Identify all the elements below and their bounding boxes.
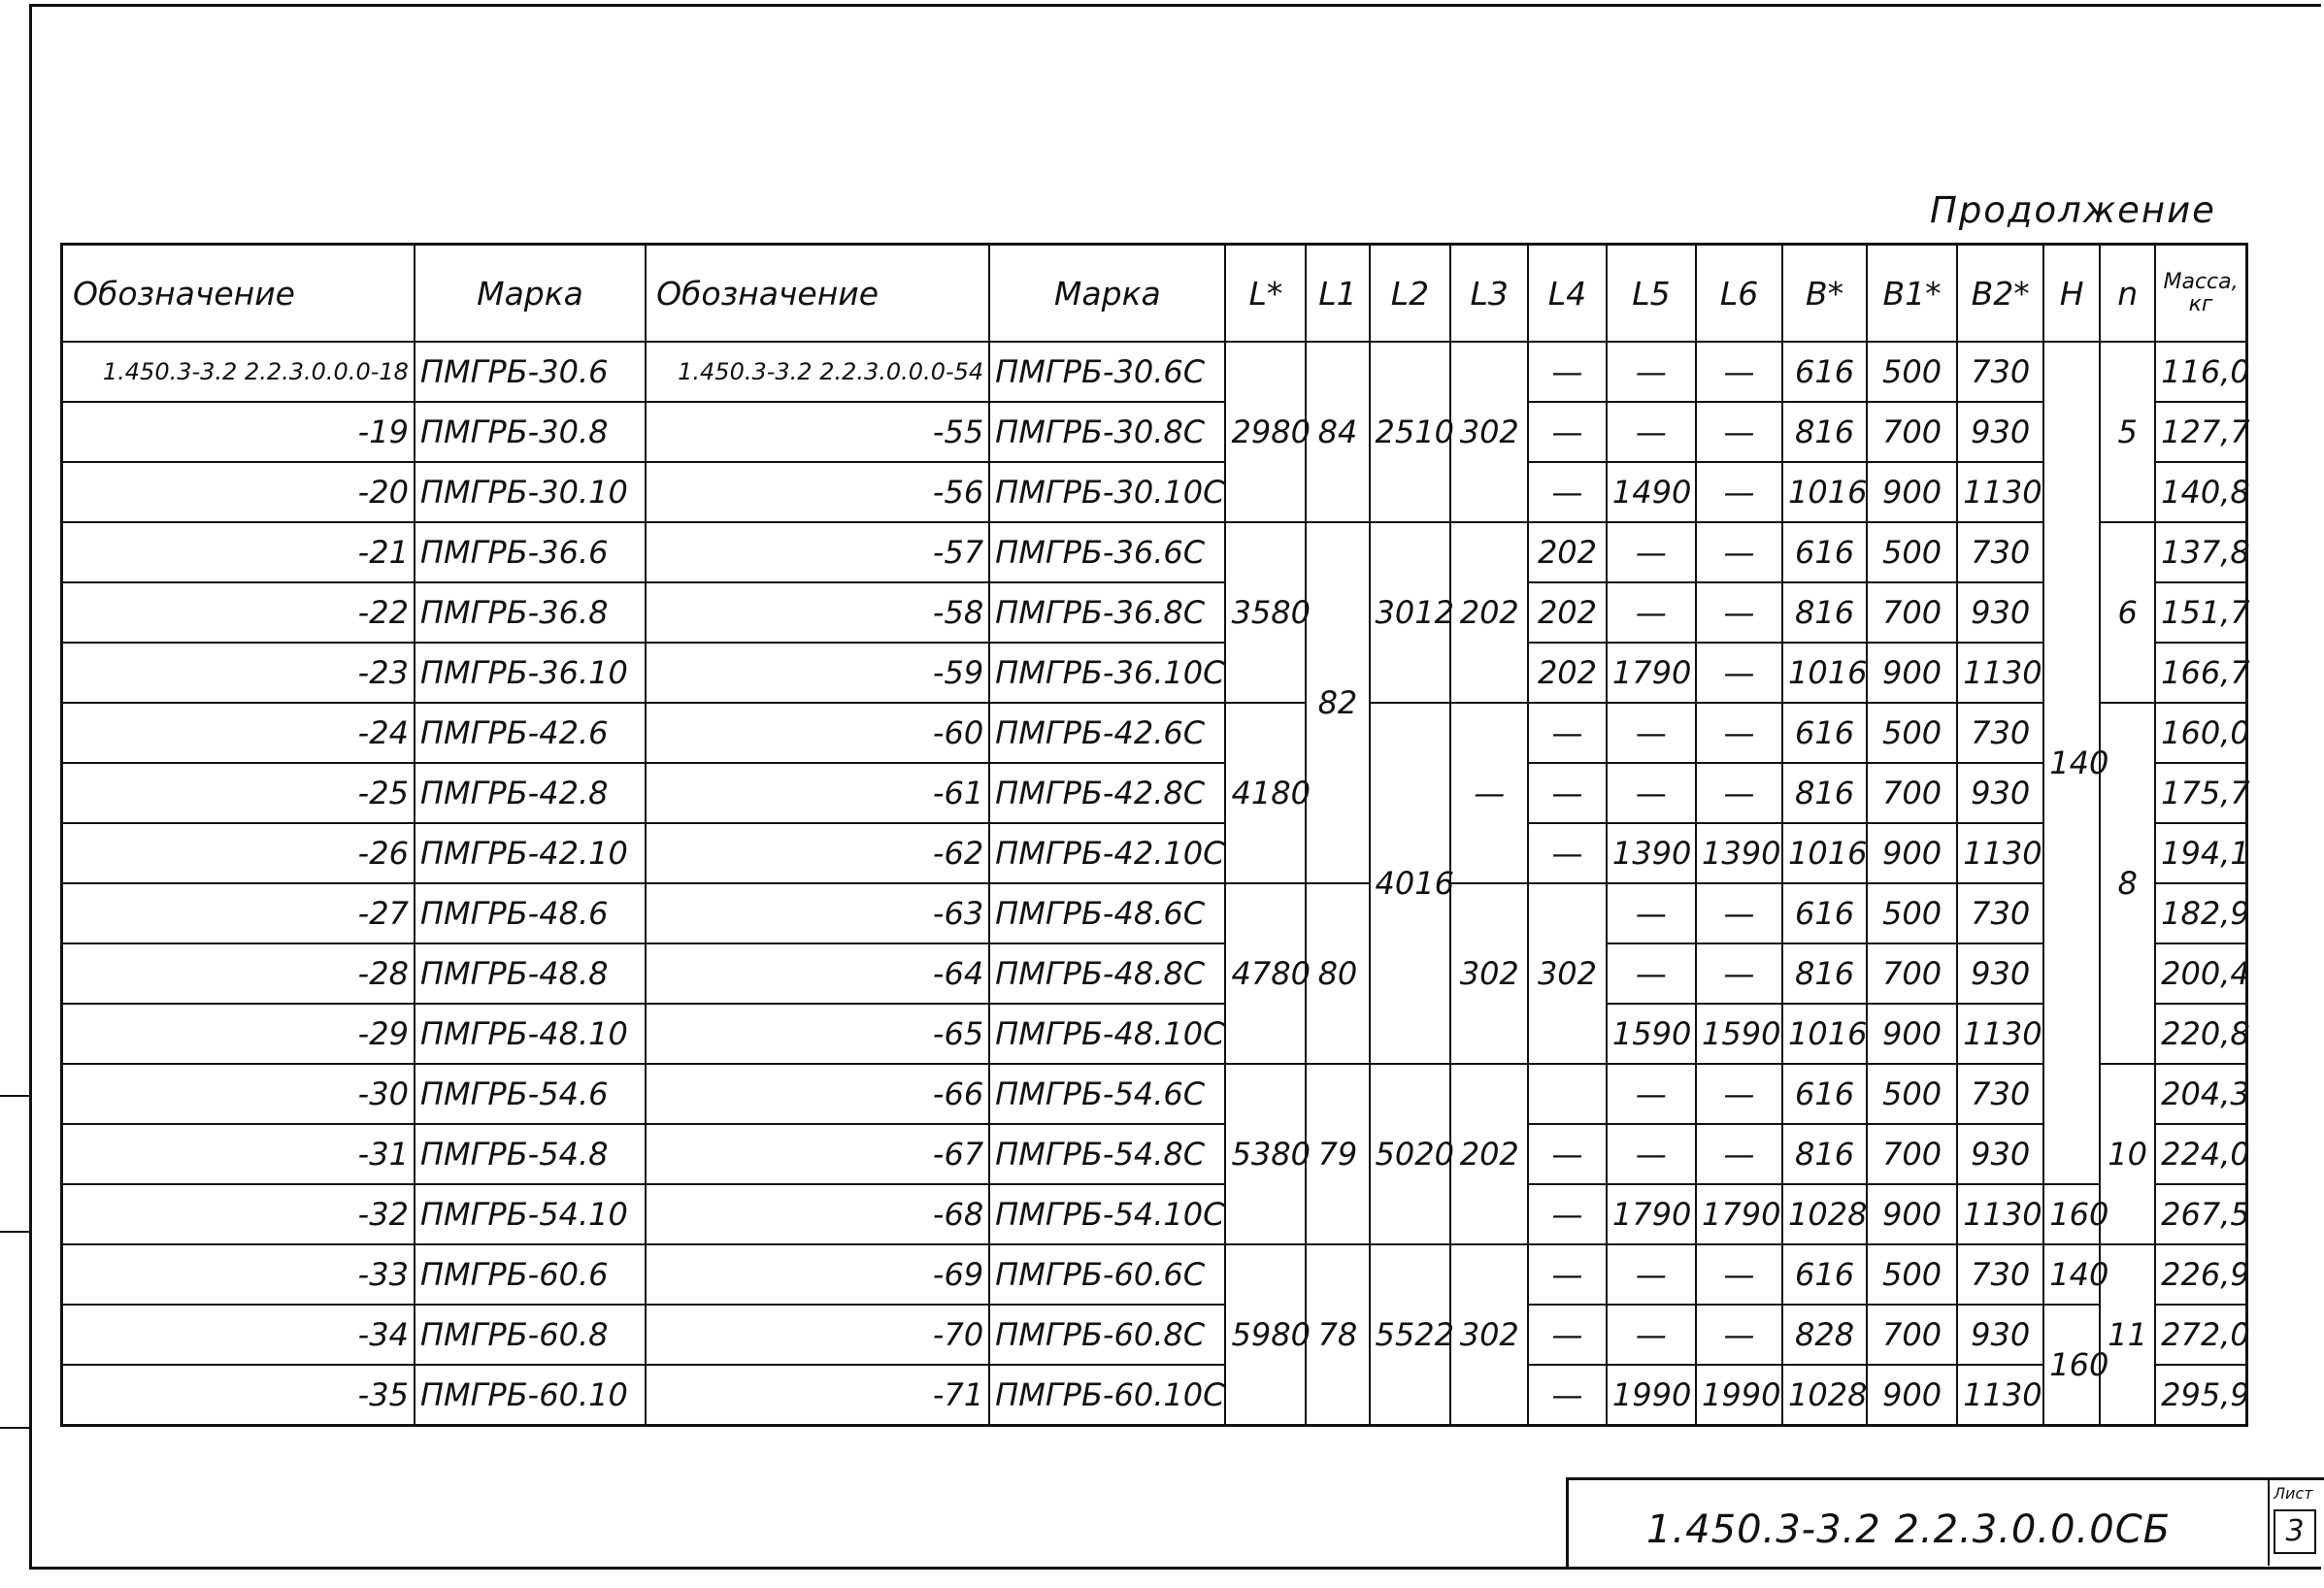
cell-B: 816 — [1782, 402, 1867, 462]
cell-L3-group-54: 202 — [1450, 1064, 1528, 1244]
cell-B1: 500 — [1867, 1244, 1957, 1305]
cell-designation-1: -21 — [62, 522, 415, 582]
cell-L5: 1990 — [1607, 1365, 1696, 1425]
table-row — [62, 1244, 2247, 1305]
cell-designation-1: -33 — [62, 1244, 415, 1305]
table-row — [62, 823, 2247, 883]
cell-H: 140 — [2043, 1244, 2100, 1305]
cell-mark-2: ПМГРБ-42.8С — [989, 763, 1225, 823]
cell-B: 828 — [1782, 1305, 1867, 1365]
cell-L6: — — [1696, 1064, 1782, 1124]
cell-L-group-48: 4780 — [1225, 883, 1306, 1064]
cell-B1: 900 — [1867, 1184, 1957, 1244]
cell-designation-2: -58 — [646, 582, 989, 643]
cell-designation-1: -22 — [62, 582, 415, 643]
cell-designation-2: -68 — [646, 1184, 989, 1244]
cell-mark-1: ПМГРБ-36.10 — [415, 643, 646, 703]
cell-L4: — — [1528, 763, 1607, 823]
table-row — [62, 1184, 2247, 1244]
cell-L4: — — [1528, 703, 1607, 763]
cell-L6: — — [1696, 1305, 1782, 1365]
cell-L-group-54: 5380 — [1225, 1064, 1306, 1244]
cell-B: 1016 — [1782, 1004, 1867, 1064]
cell-designation-2: -70 — [646, 1305, 989, 1365]
cell-L3-group-36: 202 — [1450, 522, 1528, 703]
cell-mark-1: ПМГРБ-54.10 — [415, 1184, 646, 1244]
cell-L5: 1390 — [1607, 823, 1696, 883]
header-designation-1: Обозначение — [62, 245, 415, 343]
cell-designation-1: -20 — [62, 462, 415, 522]
cell-B1: 500 — [1867, 342, 1957, 402]
cell-mark-1: ПМГРБ-42.8 — [415, 763, 646, 823]
cell-mark-2: ПМГРБ-54.8С — [989, 1124, 1225, 1184]
cell-designation-1: -28 — [62, 943, 415, 1004]
cell-B1: 900 — [1867, 823, 1957, 883]
cell-mark-2: ПМГРБ-48.6С — [989, 883, 1225, 943]
cell-L4: — — [1528, 402, 1607, 462]
cell-B1: 500 — [1867, 703, 1957, 763]
margin-tick — [0, 1231, 31, 1233]
table-row — [62, 943, 2247, 1004]
cell-mass: 137,8 — [2155, 522, 2246, 582]
table-row — [62, 582, 2247, 643]
cell-designation-1: -31 — [62, 1124, 415, 1184]
cell-B: 1016 — [1782, 643, 1867, 703]
cell-L5: — — [1607, 1064, 1696, 1124]
cell-B1: 900 — [1867, 1004, 1957, 1064]
cell-L6: — — [1696, 943, 1782, 1004]
cell-mark-2: ПМГРБ-54.6С — [989, 1064, 1225, 1124]
cell-L2-group-54: 5020 — [1370, 1064, 1451, 1244]
cell-L4: 202 — [1528, 522, 1607, 582]
cell-designation-2: -61 — [646, 763, 989, 823]
cell-B: 616 — [1782, 703, 1867, 763]
cell-designation-2: -59 — [646, 643, 989, 703]
cell-L4: — — [1528, 462, 1607, 522]
cell-designation-2: -63 — [646, 883, 989, 943]
cell-L-group-36: 3580 — [1225, 522, 1306, 703]
cell-L6: 1390 — [1696, 823, 1782, 883]
cell-L5: — — [1607, 402, 1696, 462]
cell-designation-1: -24 — [62, 703, 415, 763]
sheet-label: Лист — [2274, 1484, 2313, 1503]
cell-designation-1: -35 — [62, 1365, 415, 1425]
cell-designation-2: 1.450.3-3.2 2.2.3.0.0.0-54 — [646, 342, 989, 402]
cell-L5: 1590 — [1607, 1004, 1696, 1064]
cell-L4: — — [1528, 1184, 1607, 1244]
cell-mass: 194,1 — [2155, 823, 2246, 883]
cell-mass: 160,0 — [2155, 703, 2246, 763]
cell-mass: 204,3 — [2155, 1064, 2246, 1124]
cell-H-group-60: 160 — [2043, 1305, 2100, 1425]
cell-L4: — — [1528, 823, 1607, 883]
cell-designation-1: -29 — [62, 1004, 415, 1064]
cell-L5: — — [1607, 943, 1696, 1004]
cell-mark-1: ПМГРБ-36.6 — [415, 522, 646, 582]
cell-mark-2: ПМГРБ-60.10С — [989, 1365, 1225, 1425]
cell-L-group-60: 5980 — [1225, 1244, 1306, 1425]
header-L3: L3 — [1450, 245, 1528, 343]
cell-mark-1: ПМГРБ-48.10 — [415, 1004, 646, 1064]
frame-top-line — [29, 4, 2321, 7]
cell-designation-2: -66 — [646, 1064, 989, 1124]
cell-mark-2: ПМГРБ-60.6С — [989, 1244, 1225, 1305]
cell-B: 816 — [1782, 1124, 1867, 1184]
cell-L4-group-48: 302 — [1528, 883, 1607, 1064]
table-row — [62, 1365, 2247, 1425]
table-row — [62, 1004, 2247, 1064]
cell-mass: 140,8 — [2155, 462, 2246, 522]
cell-mark-2: ПМГРБ-48.10С — [989, 1004, 1225, 1064]
cell-designation-1: -32 — [62, 1184, 415, 1244]
cell-B1: 700 — [1867, 943, 1957, 1004]
cell-L6: — — [1696, 703, 1782, 763]
document-code: 1.450.3-3.2 2.2.3.0.0.0СБ — [1646, 1507, 2172, 1552]
cell-mark-1: ПМГРБ-30.10 — [415, 462, 646, 522]
cell-L6: 1790 — [1696, 1184, 1782, 1244]
table-row — [62, 402, 2247, 462]
cell-L4: 202 — [1528, 582, 1607, 643]
table-row — [62, 1124, 2247, 1184]
cell-B: 616 — [1782, 1244, 1867, 1305]
cell-designation-2: -62 — [646, 823, 989, 883]
table-row — [62, 883, 2247, 943]
cell-L2-group-36: 3012 — [1370, 522, 1451, 703]
cell-designation-2: -56 — [646, 462, 989, 522]
cell-L5: 1490 — [1607, 462, 1696, 522]
cell-L5: — — [1607, 582, 1696, 643]
cell-designation-2: -55 — [646, 402, 989, 462]
table-row — [62, 643, 2247, 703]
cell-designation-1: -19 — [62, 402, 415, 462]
cell-mark-1: ПМГРБ-36.8 — [415, 582, 646, 643]
cell-n-group-36: 6 — [2100, 522, 2155, 703]
cell-designation-1: -34 — [62, 1305, 415, 1365]
cell-L5: 1790 — [1607, 643, 1696, 703]
cell-designation-2: -64 — [646, 943, 989, 1004]
cell-mark-1: ПМГРБ-30.6 — [415, 342, 646, 402]
cell-mark-1: ПМГРБ-48.8 — [415, 943, 646, 1004]
cell-L1-group-30: 84 — [1306, 342, 1369, 522]
cell-B2: 730 — [1957, 522, 2043, 582]
cell-B1: 500 — [1867, 883, 1957, 943]
table-row — [62, 1064, 2247, 1124]
cell-mark-1: ПМГРБ-54.8 — [415, 1124, 646, 1184]
cell-L6: — — [1696, 522, 1782, 582]
cell-mark-1: ПМГРБ-60.10 — [415, 1365, 646, 1425]
cell-B2: 1130 — [1957, 823, 2043, 883]
cell-B1: 500 — [1867, 522, 1957, 582]
cell-B2: 1130 — [1957, 1184, 2043, 1244]
cell-mark-2: ПМГРБ-30.6С — [989, 342, 1225, 402]
header-n: n — [2100, 245, 2155, 343]
cell-B2: 1130 — [1957, 643, 2043, 703]
table-row — [62, 1305, 2247, 1365]
cell-B1: 700 — [1867, 402, 1957, 462]
cell-designation-1: -27 — [62, 883, 415, 943]
cell-B: 1016 — [1782, 462, 1867, 522]
cell-mark-2: ПМГРБ-54.10С — [989, 1184, 1225, 1244]
cell-designation-2: -65 — [646, 1004, 989, 1064]
cell-mass: 272,0 — [2155, 1305, 2246, 1365]
cell-B1: 500 — [1867, 1064, 1957, 1124]
cell-n-group-54: 10 — [2100, 1064, 2155, 1244]
specification-table — [60, 243, 2248, 1427]
cell-B: 616 — [1782, 522, 1867, 582]
cell-designation-1: -30 — [62, 1064, 415, 1124]
header-H: H — [2043, 245, 2100, 343]
cell-L6: — — [1696, 643, 1782, 703]
cell-L1-group-54: 79 — [1306, 1064, 1369, 1244]
cell-B2: 730 — [1957, 703, 2043, 763]
cell-B2: 730 — [1957, 883, 2043, 943]
cell-L6: — — [1696, 883, 1782, 943]
cell-B: 1028 — [1782, 1365, 1867, 1425]
cell-mass: 226,9 — [2155, 1244, 2246, 1305]
cell-mass: 224,0 — [2155, 1124, 2246, 1184]
cell-mark-1: ПМГРБ-48.6 — [415, 883, 646, 943]
table-row — [62, 522, 2247, 582]
cell-B: 616 — [1782, 342, 1867, 402]
cell-mark-1: ПМГРБ-30.8 — [415, 402, 646, 462]
cell-B: 816 — [1782, 763, 1867, 823]
cell-mass: 182,9 — [2155, 883, 2246, 943]
header-B1: B1* — [1867, 245, 1957, 343]
header-row — [62, 245, 2247, 343]
cell-mass: 151,7 — [2155, 582, 2246, 643]
cell-L3-group-48: 302 — [1450, 883, 1528, 1064]
cell-mark-2: ПМГРБ-42.6С — [989, 703, 1225, 763]
cell-L1-group-48: 80 — [1306, 883, 1369, 1064]
header-L6: L6 — [1696, 245, 1782, 343]
table-row — [62, 342, 2247, 402]
cell-mass: 295,9 — [2155, 1365, 2246, 1425]
cell-B2: 730 — [1957, 1064, 2043, 1124]
cell-L4: — — [1528, 342, 1607, 402]
cell-L5: — — [1607, 342, 1696, 402]
cell-H-main: 140 — [2043, 342, 2100, 1184]
cell-n-group-30: 5 — [2100, 342, 2155, 522]
cell-B2: 930 — [1957, 402, 2043, 462]
cell-L3-group-30: 302 — [1450, 342, 1528, 522]
cell-L2-group-60: 5522 — [1370, 1244, 1451, 1425]
cell-designation-1: -25 — [62, 763, 415, 823]
cell-B1: 700 — [1867, 1305, 1957, 1365]
header-mark-2: Марка — [989, 245, 1225, 343]
cell-mark-2: ПМГРБ-30.8С — [989, 402, 1225, 462]
cell-L6: — — [1696, 1124, 1782, 1184]
cell-designation-2: -69 — [646, 1244, 989, 1305]
cell-L5: 1790 — [1607, 1184, 1696, 1244]
cell-mark-1: ПМГРБ-54.6 — [415, 1064, 646, 1124]
cell-mark-1: ПМГРБ-60.8 — [415, 1305, 646, 1365]
cell-mark-2: ПМГРБ-36.8С — [989, 582, 1225, 643]
header-mark-1: Марка — [415, 245, 646, 343]
frame-left-line — [29, 4, 32, 1567]
cell-L6: 1590 — [1696, 1004, 1782, 1064]
header-B2: B2* — [1957, 245, 2043, 343]
sheet-box — [2268, 1480, 2318, 1566]
sheet-number: 3 — [2274, 1509, 2316, 1554]
cell-mark-1: ПМГРБ-42.10 — [415, 823, 646, 883]
cell-mass: 166,7 — [2155, 643, 2246, 703]
cell-L6: — — [1696, 1244, 1782, 1305]
cell-L5: — — [1607, 763, 1696, 823]
cell-L3-group-42: — — [1450, 703, 1528, 883]
cell-designation-2: -60 — [646, 703, 989, 763]
cell-L5: — — [1607, 883, 1696, 943]
cell-mark-2: ПМГРБ-36.6С — [989, 522, 1225, 582]
cell-L6: 1990 — [1696, 1365, 1782, 1425]
continuation-label: Продолжение — [1930, 189, 2216, 231]
cell-B2: 930 — [1957, 763, 2043, 823]
cell-B1: 700 — [1867, 582, 1957, 643]
header-B: B* — [1782, 245, 1867, 343]
cell-H: 160 — [2043, 1184, 2100, 1244]
cell-B2: 930 — [1957, 943, 2043, 1004]
cell-mark-1: ПМГРБ-42.6 — [415, 703, 646, 763]
table-row — [62, 703, 2247, 763]
cell-L4: — — [1528, 1365, 1607, 1425]
header-designation-2: Обозначение — [646, 245, 989, 343]
cell-L-group-42: 4180 — [1225, 703, 1306, 883]
cell-L5: — — [1607, 522, 1696, 582]
cell-mark-2: ПМГРБ-42.10С — [989, 823, 1225, 883]
cell-L6: — — [1696, 763, 1782, 823]
header-mass: Масса, кг — [2155, 245, 2246, 343]
cell-B1: 700 — [1867, 763, 1957, 823]
cell-B2: 730 — [1957, 1244, 2043, 1305]
cell-mass: 127,7 — [2155, 402, 2246, 462]
cell-B: 616 — [1782, 1064, 1867, 1124]
cell-L5: — — [1607, 1305, 1696, 1365]
cell-L4: — — [1528, 1244, 1607, 1305]
cell-L5: — — [1607, 1124, 1696, 1184]
table-row — [62, 462, 2247, 522]
cell-L6: — — [1696, 402, 1782, 462]
header-L1: L1 — [1306, 245, 1369, 343]
header-L5: L5 — [1607, 245, 1696, 343]
cell-mass: 220,8 — [2155, 1004, 2246, 1064]
margin-tick — [0, 1427, 31, 1429]
cell-B2: 930 — [1957, 1305, 2043, 1365]
header-L4: L4 — [1528, 245, 1607, 343]
cell-L4: 202 — [1528, 643, 1607, 703]
cell-L6: — — [1696, 342, 1782, 402]
cell-B: 816 — [1782, 943, 1867, 1004]
cell-designation-2: -71 — [646, 1365, 989, 1425]
cell-B2: 930 — [1957, 1124, 2043, 1184]
cell-L5: — — [1607, 703, 1696, 763]
cell-designation-1: 1.450.3-3.2 2.2.3.0.0.0-18 — [62, 342, 415, 402]
cell-B: 1016 — [1782, 823, 1867, 883]
cell-L3-group-60: 302 — [1450, 1244, 1528, 1425]
cell-mass: 267,5 — [2155, 1184, 2246, 1244]
cell-L1-group-60: 78 — [1306, 1244, 1369, 1425]
cell-designation-1: -26 — [62, 823, 415, 883]
cell-n-group-42-48: 8 — [2100, 703, 2155, 1064]
table-row — [62, 763, 2247, 823]
cell-B1: 700 — [1867, 1124, 1957, 1184]
cell-mark-2: ПМГРБ-48.8С — [989, 943, 1225, 1004]
cell-B1: 900 — [1867, 462, 1957, 522]
cell-L4 — [1528, 1064, 1607, 1124]
cell-B2: 730 — [1957, 342, 2043, 402]
header-L2: L2 — [1370, 245, 1451, 343]
cell-designation-2: -67 — [646, 1124, 989, 1184]
cell-mark-2: ПМГРБ-30.10С — [989, 462, 1225, 522]
cell-L-group-30: 2980 — [1225, 342, 1306, 522]
cell-B: 1028 — [1782, 1184, 1867, 1244]
cell-L4: — — [1528, 1305, 1607, 1365]
cell-mark-2: ПМГРБ-60.8С — [989, 1305, 1225, 1365]
cell-L4: — — [1528, 1124, 1607, 1184]
cell-B1: 900 — [1867, 643, 1957, 703]
cell-B2: 1130 — [1957, 462, 2043, 522]
cell-designation-2: -57 — [646, 522, 989, 582]
cell-designation-1: -23 — [62, 643, 415, 703]
cell-B2: 1130 — [1957, 1004, 2043, 1064]
cell-L1-group-36-42: 82 — [1306, 522, 1369, 883]
cell-n-group-60: 11 — [2100, 1244, 2155, 1425]
cell-mass: 175,7 — [2155, 763, 2246, 823]
header-L: L* — [1225, 245, 1306, 343]
cell-L6: — — [1696, 582, 1782, 643]
cell-B: 616 — [1782, 883, 1867, 943]
cell-mark-1: ПМГРБ-60.6 — [415, 1244, 646, 1305]
cell-L2-group-30: 2510 — [1370, 342, 1451, 522]
cell-L6: — — [1696, 462, 1782, 522]
cell-mass: 116,0 — [2155, 342, 2246, 402]
cell-B2: 1130 — [1957, 1365, 2043, 1425]
cell-L2-group-42-48: 4016 — [1370, 703, 1451, 1064]
cell-mass: 200,4 — [2155, 943, 2246, 1004]
cell-B1: 900 — [1867, 1365, 1957, 1425]
cell-mark-2: ПМГРБ-36.10С — [989, 643, 1225, 703]
cell-L5: — — [1607, 1244, 1696, 1305]
margin-tick — [0, 1095, 31, 1097]
cell-B: 816 — [1782, 582, 1867, 643]
title-block — [1566, 1477, 2324, 1568]
cell-B2: 930 — [1957, 582, 2043, 643]
